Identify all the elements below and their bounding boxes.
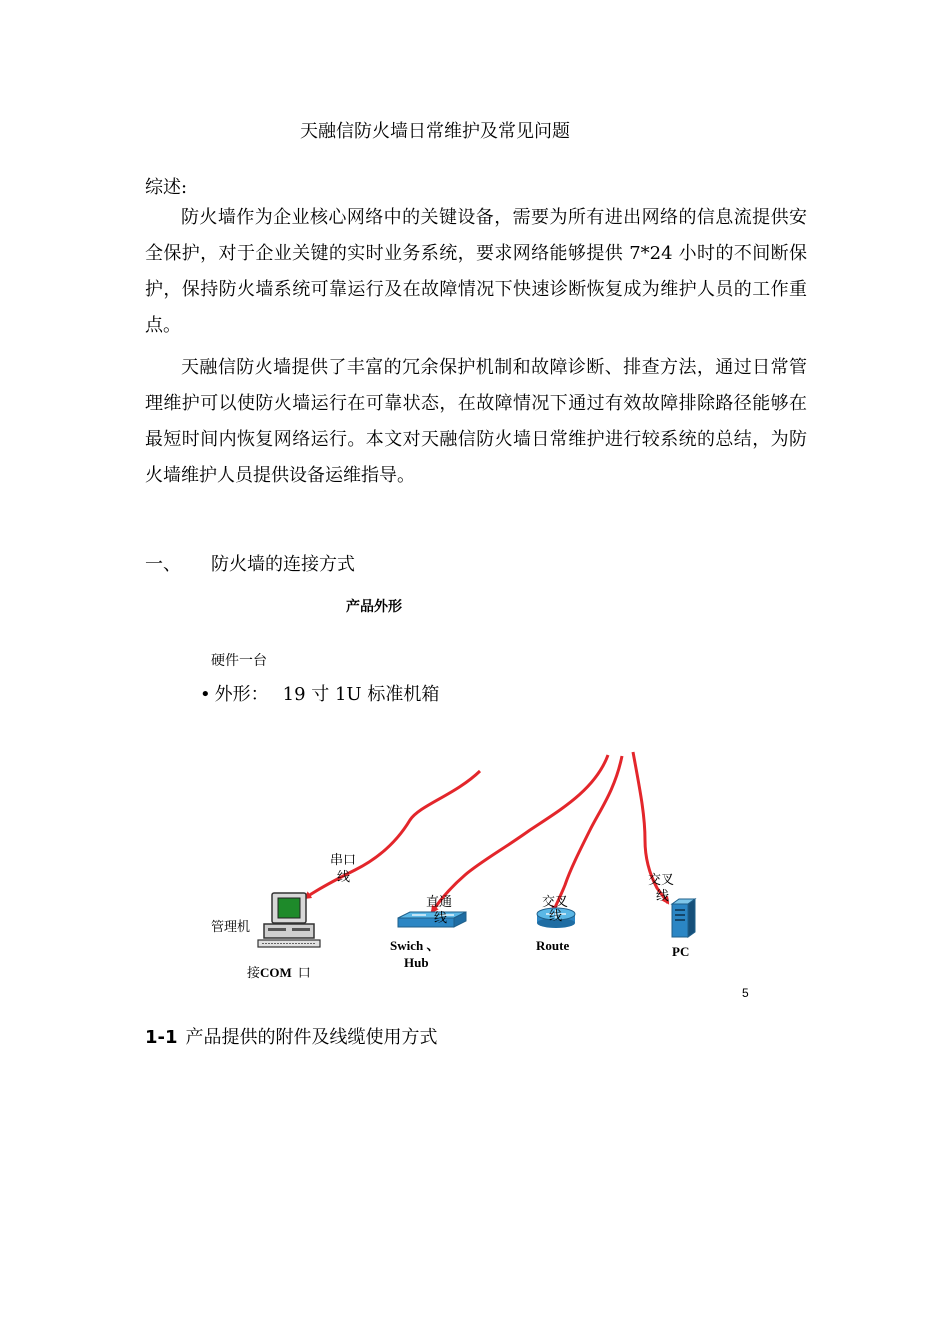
com-port-prefix: 接: [247, 966, 261, 981]
switch-hub-label-2: Hub: [404, 955, 429, 970]
serial-line-label-1: 串口: [330, 853, 357, 868]
page-number: 5: [742, 986, 749, 1000]
paragraph-intro: 防火墙作为企业核心网络中的关键设备，需要为所有进出网络的信息流提供安全保护，对于企业关键的实时业务系统，要求网络能够提供 7*24 小时的不间断保护，保持防火墙系统可靠运行及在故障情况下快速诊断恢复成为维护人员的工作重点。: [145, 207, 807, 336]
bullet-dot: •: [200, 684, 211, 705]
summary-heading: 综述:: [145, 177, 188, 198]
section-title: 防火墙的连接方式: [211, 554, 355, 575]
switch-hub-label-1: Swich 、: [390, 938, 440, 953]
cross-line-pc-label-2: 线: [656, 889, 670, 904]
straight-line-label-1: 直通: [426, 895, 453, 910]
figure-caption: [145, 1023, 438, 1049]
straight-line-label-2: 线: [434, 911, 448, 926]
manager-label: 管理机: [211, 920, 251, 935]
product-title: 产品外形: [346, 599, 402, 615]
document-title: 天融信防火墙日常维护及常见问题: [300, 121, 570, 142]
computer-icon: [258, 893, 320, 947]
hardware-count: 硬件一台: [211, 653, 267, 669]
serial-line-label-2: 线: [337, 870, 351, 885]
cross-cable-router: [553, 756, 622, 912]
serial-cable: [305, 771, 480, 898]
section-number: 一、: [145, 554, 181, 575]
form-factor-value: 19 寸 1U 标准机箱: [282, 684, 440, 705]
straight-cable: [432, 755, 608, 912]
route-label: Route: [536, 938, 570, 953]
com-port-label: [247, 965, 311, 981]
switch-icon: [398, 912, 466, 927]
paragraph-features: 天融信防火墙提供了丰富的冗余保护机制和故障诊断、排查方法，通过日常管理维护可以使防火墙运行在可靠状态，在故障情况下通过有效故障排除路径能够在最短时间内恢复网络运行。本文对天融信防火墙日常维护进行较系统的总结，为防火墙维护人员提供设备运维指导。: [145, 357, 807, 486]
cross-line-router-label-2: 线: [549, 909, 563, 924]
figure-number: 1-1: [145, 1027, 178, 1048]
form-factor-label: 外形：: [214, 684, 269, 705]
com-port-name: COM: [260, 965, 292, 980]
cross-line-router-label-1: 交叉: [542, 895, 569, 910]
com-port-suffix: 口: [297, 966, 311, 981]
pc-label: PC: [672, 944, 690, 959]
server-icon: [672, 899, 695, 937]
figure-caption-text: 产品提供的附件及线缆使用方式: [185, 1027, 438, 1048]
cross-line-pc-label-1: 交叉: [648, 873, 675, 888]
